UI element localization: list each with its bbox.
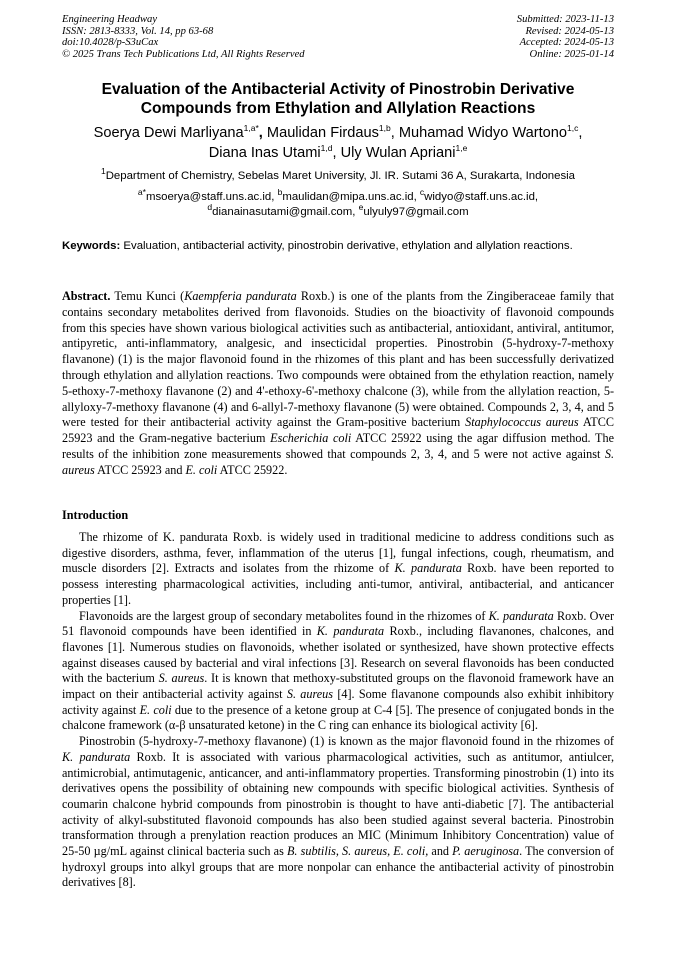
author-name: Maulidan Firdaus bbox=[266, 125, 379, 141]
author-affiliation-marker: 1,a* bbox=[243, 123, 259, 134]
publication-dates bbox=[517, 14, 614, 60]
paper-title bbox=[62, 80, 614, 118]
email-link[interactable]: ulyuly97@gmail.com bbox=[363, 206, 469, 218]
author-affiliation-marker: 1,e bbox=[455, 143, 468, 154]
email-link[interactable]: msoerya@staff.uns.ac.id, bbox=[145, 191, 278, 203]
revised-date: Revised: 2024-05-13 bbox=[525, 25, 614, 37]
abstract: Abstract. Temu Kunci (Kaempferia pandurata Roxb.) is one of the plants from the Zingiberaceae family that contains secondary metabolites derived from flavonoids. Studies on the bioactivity of flavonoid compounds from this species have shown various biological activities such as antibacterial, antioxidant, antiviral, antitumor, antipyretic, anti-inflammatory, analgesic, and insecticidal properties. Pinostrobin (5-hydroxy-7-methoxy flavanone) (1) is the major flavonoid found in the rhizomes of this plant and has been successfully derivatized through ethylation and allylation reactions. Two compounds were obtained from the ethylation reaction, namely 5-ethoxy-7-methoxy flavanone (2) and 4'-ethoxy-6'-methoxy chalcone (3), while from the allylation reaction, 5-allyloxy-7-methoxy flavanone (4) and 6-allyl-7-methoxy flavanone (5) were obtained. Compounds 2, 3, 4, and 5 were tested for their antibacterial activity against the Gram-positive bacterium Staphylococcus aureus ATCC 25923 and the Gram-negative bacterium Escherichia coli ATCC 25922 using the agar diffusion method. The results of the inhibition zone measurements showed that compounds 2, 3, 4, and 5 were not active against S. aureus ATCC 25923 and E. coli ATCC 25922. bbox=[62, 289, 614, 477]
author-affiliation-marker: 1,d bbox=[320, 143, 333, 154]
email-link[interactable]: widyo@staff.uns.ac.id, bbox=[424, 191, 539, 203]
email-link[interactable]: maulidan@mipa.uns.ac.id, bbox=[282, 191, 420, 203]
author-name: Uly Wulan Apriani bbox=[340, 145, 456, 161]
section-heading-introduction: Introduction bbox=[62, 508, 129, 522]
author-affiliation-marker: 1,b bbox=[378, 123, 391, 134]
introduction-body bbox=[62, 530, 614, 891]
paragraph: Pinostrobin (5-hydroxy-7-methoxy flavanone) (1) is known as the major flavonoid found in the rhizomes of K. pandurata Roxb. It is associated with various pharmacological activities, such as antitumor, antiulcer, antimicrobial, antimutagenic, anticancer, and anti-inflammatory properties. Transforming pinostrobin (1) into its derivatives opens the possibility of obtaining new compounds with specific biological activities. Synthesis of coumarin chalcone hybrid compounds from pinostrobin is thought to have anti-diabetic [7]. The antibacterial activity of alkyl-substituted flavonoid compounds has also been studied against several bacteria. Pinostrobin transformation through a prenylation reaction produces an MIC (Minimum Inhibitory Concentration) value of 25-50 µg/mL against clinical bacteria such as B. subtilis, S. aureus, E. coli, and P. aeruginosa. The conversion of hydroxyl groups into alkyl groups that are more nonpolar can enhance the antibacterial activity of pinostrobin derivatives [8]. bbox=[62, 734, 614, 890]
online-date: Online: 2025-01-14 bbox=[529, 48, 614, 60]
submitted-date: Submitted: 2023-11-13 bbox=[516, 14, 614, 25]
title-line-2: Compounds from Ethylation and Allylation Reactions bbox=[140, 100, 536, 117]
accepted-date: Accepted: 2024-05-13 bbox=[519, 37, 614, 49]
copyright-line: © 2025 Trans Tech Publications Ltd, All Rights Reserved bbox=[62, 48, 305, 60]
author-name: Muhamad Widyo Wartono bbox=[398, 125, 567, 141]
author-affiliation-marker: 1,c bbox=[566, 123, 579, 134]
issn-line: ISSN: 2813-8333, Vol. 14, pp 63-68 bbox=[62, 25, 214, 37]
paragraph: Flavonoids are the largest group of secondary metabolites found in the rhizomes of K. pandurata Roxb. Over 51 flavonoid compounds have been identified in K. pandurata Roxb., including flavanones, chalcones, and flavones [1]. Numerous studies on flavonoids, whether isolated or synthesized, have shown protective effects against diseases caused by bacterial and viral infections [3]. Research on several flavonoids has been conducted with the bacterium S. aureus. It is known that methoxy-substituted groups on the flavonoid framework have an impact on their antibacterial activity against S. aureus [4]. Some flavanone compounds also exhibit inhibitory activity against E. coli due to the presence of a ketone group at C-4 [5]. The presence of conjugated bonds in the chalcone framework (α-β unsaturated ketone) in the C ring can enhance its biological activity [6]. bbox=[62, 608, 615, 733]
paragraph: The rhizome of K. pandurata Roxb. is widely used in traditional medicine to address conditions such as digestive disorders, asthma, fever, inflammation of the uterus [1], fungal infections, cough, rheumatism, and muscle disorders [2]. Extracts and isolates from the rhizome of K. pandurata Roxb. have been reported to possess interesting pharmacological activities, including anti-tumor, antiviral, antibacterial, and anticancer properties [1]. bbox=[62, 530, 614, 607]
keywords-label: Keywords: bbox=[62, 240, 121, 252]
journal-info bbox=[62, 14, 305, 60]
title-line-1: Evaluation of the Antibacterial Activity of Pinostrobin Derivative bbox=[101, 81, 575, 98]
author-emails: $^{a*}$msoerya@staff.uns.ac.id, $^b$maulidan@mipa.uns.ac.id, $^c$widyo@staff.uns.ac.id, $^d$dianainasutami@gmail.com, $^e$ulyuly97@gmail.com bbox=[137, 187, 539, 218]
affiliation: $^1$Department of Chemistry, Sebelas Maret University, Jl. IR. Sutami 36 A, Surakarta, Indonesia bbox=[100, 166, 576, 182]
keywords-text: Evaluation, antibacterial activity, pinostrobin derivative, ethylation and allylation reactions. bbox=[120, 240, 573, 252]
doi-line: doi:10.4028/p-S3uCax bbox=[62, 37, 159, 49]
journal-name: Engineering Headway bbox=[62, 14, 158, 25]
author-name: Soerya Dewi Marliyana bbox=[93, 125, 244, 141]
abstract-label: Abstract. bbox=[62, 289, 111, 303]
author-list: Soerya Dewi Marliyana$^{1,a*}$, Maulidan Firdaus$^{1,b}$, Muhamad Widyo Wartono$^{1,c}$, Diana Inas Utami$^{1,d}$, Uly Wulan Apriani$^{1,e}$ bbox=[93, 123, 583, 161]
keywords bbox=[62, 239, 614, 254]
email-link[interactable]: dianainasutami@gmail.com, bbox=[212, 206, 359, 218]
author-name: Diana Inas Utami bbox=[208, 145, 321, 161]
